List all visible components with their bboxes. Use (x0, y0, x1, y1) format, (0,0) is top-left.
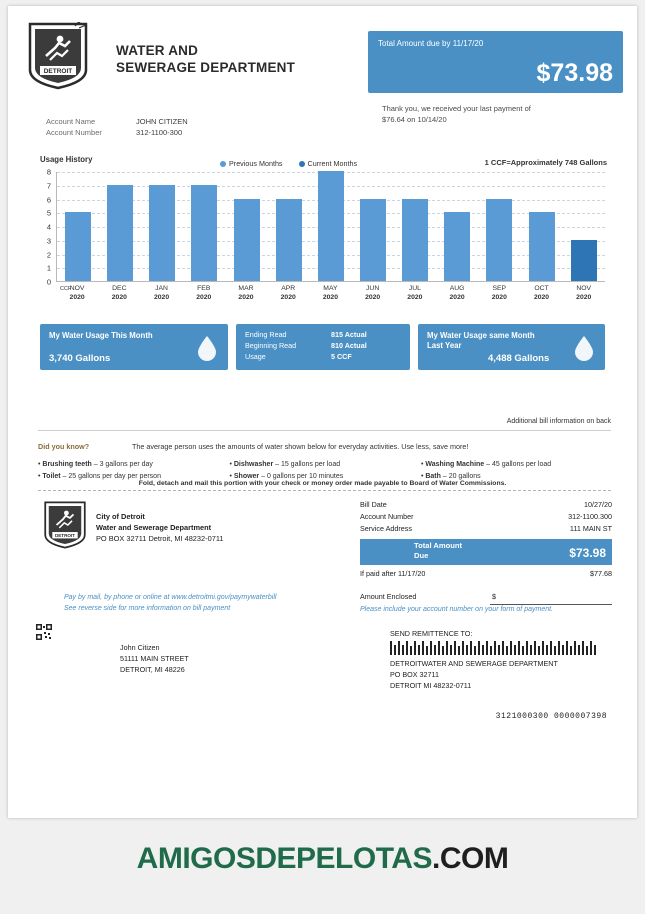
payer-address (120, 642, 189, 675)
legend-prev-label: Previous Months (229, 159, 283, 168)
stub-org-line2: Water and Sewerage Department (96, 523, 212, 532)
department-title (116, 42, 295, 76)
x-label: NOV 2020 (69, 285, 85, 301)
remittance-address (390, 628, 600, 691)
department-title-line2: SEWERAGE DEPARTMENT (116, 60, 296, 75)
last-payment-note (368, 103, 623, 125)
did-you-know-item: • Shower – 0 gallons per 10 minutes (229, 471, 420, 483)
x-label: JUL 2020 (407, 285, 423, 301)
legend-cur-dot-icon (299, 161, 305, 167)
last-year-usage-title: My Water Usage same Month (427, 331, 535, 340)
svg-text:DETROIT: DETROIT (43, 68, 73, 75)
last-payment-line1: Thank you, we received your last payment of (382, 104, 531, 113)
city-of-detroit-logo-icon (26, 22, 90, 90)
fold-instruction: Fold, detach and mail this portion with your check or money order made payable to Board of Water Commissions. (138, 480, 507, 487)
y-tick-6: 6 (46, 195, 51, 204)
chart-bar (486, 199, 512, 282)
did-you-know-item: • Dishwasher – 15 gallons per load (229, 459, 420, 471)
additional-info-note: Additional bill information on back (506, 418, 611, 425)
postal-barcode-icon (390, 641, 600, 655)
y-tick-0: 0 (46, 277, 51, 287)
watermark-primary: AMIGOSDEPELOTAS (136, 842, 432, 875)
total-amount-due-value: $73.98 (536, 59, 613, 87)
usage-history-chart (40, 167, 605, 301)
remittance-title: SEND REMITTENCE TO: (390, 629, 473, 638)
stub-total-label-1: Total Amount (414, 541, 463, 550)
chart-bar (234, 199, 260, 282)
bill-page (8, 6, 637, 818)
x-label: APR 2020 (280, 285, 296, 301)
beginning-read-value: 810 Actual (331, 341, 367, 350)
legend-current-months (299, 159, 358, 168)
stub-city-logo-icon (42, 501, 88, 549)
x-label: OCT 2020 (533, 285, 550, 301)
payer-city-state-zip: DETROIT, MI 48226 (120, 665, 185, 674)
y-tick-3: 3 (46, 236, 51, 246)
divider-fold (38, 490, 611, 491)
chart-bar (65, 212, 91, 281)
divider-top (38, 430, 611, 431)
stub-org-line3: PO BOX 32711 Detroit, MI 48232-0711 (96, 534, 224, 543)
payer-street: 51111 MAIN STREET (120, 654, 189, 663)
did-you-know-heading: Did you know? (38, 442, 90, 451)
payment-options-note (64, 592, 324, 614)
payment-options-line1: Pay by mail, by phone or online at www.detroitmi.gov/paymywaterbill (64, 594, 277, 601)
watermark (0, 842, 645, 876)
did-you-know-item: • Brushing teeth – 3 gallons per day (38, 459, 229, 471)
x-label: AUG 2020 (449, 285, 465, 301)
usage-summary-cards (40, 324, 605, 370)
remittance-line3: DETROIT MI 48232-0711 (390, 681, 472, 690)
bill-date-label: Bill Date (360, 500, 387, 509)
account-name-label: Account Name (46, 117, 96, 126)
y-tick-7: 7 (46, 181, 51, 191)
chart-bar (276, 199, 302, 282)
chart-bar (107, 185, 133, 281)
legend-cur-label: Current Months (307, 159, 358, 168)
remittance-line1: DETROITWATER AND SEWERAGE DEPARTMENT (390, 659, 558, 668)
chart-bar (529, 212, 555, 281)
last-year-usage-value: 4,488 Gallons (488, 353, 550, 364)
meter-reads-card (236, 324, 410, 370)
usage-history-title: Usage History (40, 155, 93, 164)
amount-enclosed-writeline[interactable] (490, 604, 612, 605)
x-label: SEP 2020 (491, 285, 507, 301)
account-number-value: 312-1100-300 (136, 128, 183, 137)
bill-date-value: 10/27/20 (584, 500, 612, 509)
chart-bar (571, 240, 597, 281)
qr-code-icon (36, 624, 52, 640)
chart-bar (191, 185, 217, 281)
stub-summary (360, 500, 612, 608)
payer-name: John Citizen (120, 643, 160, 652)
ending-read-value: 815 Actual (331, 330, 367, 339)
department-title-line1: WATER AND (116, 43, 199, 58)
y-tick-4: 4 (46, 222, 51, 232)
last-year-usage-subtitle: Last Year (427, 341, 462, 350)
beginning-read-label: Beginning Read (245, 341, 297, 350)
chart-plot-area (56, 172, 605, 282)
did-you-know-item: • Toilet – 25 gallons per day per person (38, 471, 229, 483)
water-drop-icon (196, 335, 218, 366)
late-amount-row (360, 569, 612, 583)
did-you-know-intro: The average person uses the amounts of water shown below for everyday activities. Use less, save more! (132, 442, 469, 451)
y-tick-8: 8 (46, 167, 51, 177)
usage-read-value: 5 CCF (331, 352, 352, 361)
total-amount-due-label: Total Amount due by 11/17/20 (378, 39, 484, 48)
x-label: JAN 2020 (153, 285, 170, 301)
service-address-value: 111 MAIN ST (569, 524, 612, 533)
stub-org-line1: City of Detroit (96, 512, 145, 521)
total-amount-due-card (368, 31, 623, 93)
chart-bar (444, 212, 470, 281)
x-label: FEB 2020 (196, 285, 212, 301)
stub-organization-address (96, 511, 224, 544)
scanline: 3121000300 0000007398 (495, 712, 607, 721)
usage-read-label: Usage (245, 352, 266, 361)
amount-enclosed-currency: $ (492, 592, 496, 601)
ccf-conversion-note: 1 CCF=Approximately 748 Gallons (484, 158, 607, 167)
this-month-usage-title: My Water Usage This Month (49, 331, 153, 340)
legend-previous-months (220, 159, 283, 168)
chart-legend (220, 159, 357, 168)
x-label: NOV 2020 (576, 285, 592, 301)
chart-bar (402, 199, 428, 282)
payment-options-line2: See reverse side for more information on bill payment (64, 605, 231, 612)
this-month-usage-card (40, 324, 228, 370)
stub-total-label-2: Due (414, 551, 429, 560)
late-amount-label: If paid after 11/17/20 (360, 569, 426, 578)
late-amount-value: $77.68 (590, 569, 612, 578)
payment-account-note: Please include your account number on your form of payment. (360, 606, 553, 613)
account-number-label: Account Number (46, 128, 102, 137)
last-year-usage-card (418, 324, 605, 370)
last-payment-line2: $76.64 on 10/14/20 (382, 115, 447, 124)
remittance-line2: PO BOX 32711 (390, 670, 440, 679)
x-label: DEC 2020 (111, 285, 127, 301)
chart-bars (57, 172, 605, 281)
this-month-usage-value: 3,740 Gallons (49, 353, 111, 364)
chart-bar (318, 171, 344, 281)
chart-x-labels (56, 284, 605, 306)
svg-text:DETROIT: DETROIT (54, 533, 76, 538)
bill-date-row (360, 500, 612, 512)
stub-account-number-row (360, 512, 612, 524)
did-you-know-item: • Bath – 20 gallons (421, 471, 612, 483)
watermark-suffix: .COM (431, 842, 509, 875)
water-drop-icon (573, 335, 595, 366)
service-address-label: Service Address (360, 524, 412, 533)
y-tick-5: 5 (46, 208, 51, 218)
y-tick-1: 1 (46, 263, 51, 273)
account-name-value: JOHN CITIZEN (136, 117, 188, 126)
chart-bar (360, 199, 386, 282)
stub-account-number-value: 312-1100.300 (568, 512, 612, 521)
ending-read-label: Ending Read (245, 330, 287, 339)
x-label: JUN 2020 (365, 285, 381, 301)
amount-enclosed-label: Amount Enclosed (360, 592, 417, 601)
stub-account-number-label: Account Number (360, 512, 414, 521)
y-tick-2: 2 (46, 250, 51, 259)
x-label: MAR 2020 (238, 285, 254, 301)
stub-total-amount-bar (360, 539, 612, 565)
chart-ccf-axis-label: CCF (60, 286, 72, 292)
chart-y-axis (40, 167, 54, 287)
legend-prev-dot-icon (220, 161, 226, 167)
chart-bar (149, 185, 175, 281)
account-name-row (46, 116, 188, 127)
account-number-row (46, 127, 188, 138)
stub-total-value: $73.98 (569, 546, 606, 560)
x-label: MAY 2020 (322, 285, 338, 301)
service-address-row (360, 524, 612, 536)
did-you-know-section (38, 436, 613, 483)
account-info (46, 116, 188, 138)
did-you-know-item: • Washing Machine – 45 gallons per load (421, 459, 612, 471)
